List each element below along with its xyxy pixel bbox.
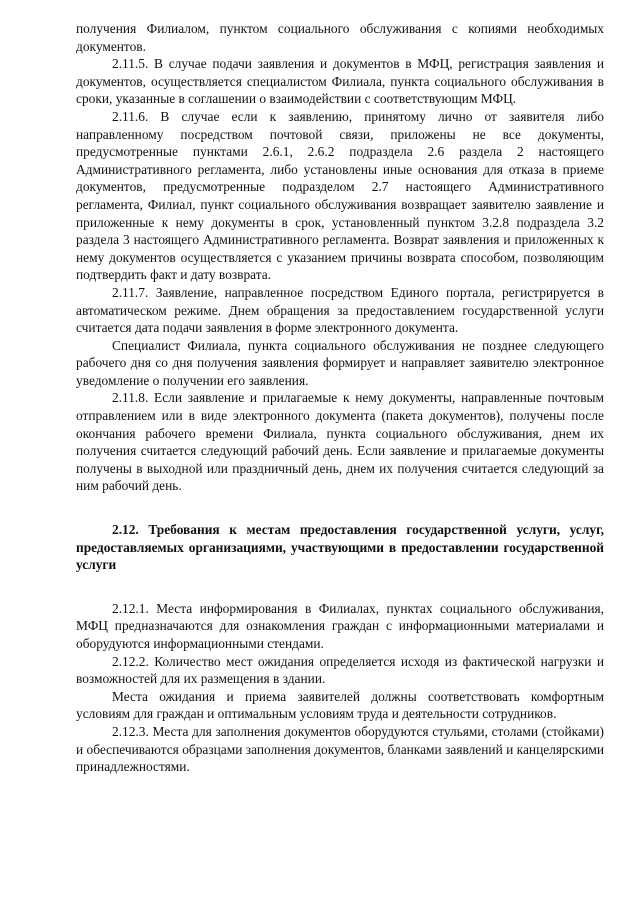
section-2-11-continued xyxy=(76,20,604,495)
paragraph-2-11-8: 2.11.8. Если заявление и прилагаемые к нему документы, направленные почтовым отправлением или в виде электронного документа (пакета документов), получены после окончания рабочего времени Филиала, пункта социального обслуживания, днем их получения считается следующий рабочий день. Если заявление и прилагаемые документы получены в выходной или праздничный день, днем их получения считается следующий за ним рабочий день. xyxy=(76,390,604,494)
document-page xyxy=(76,20,604,776)
paragraph-2-12-3: 2.12.3. Места для заполнения документов оборудуются стульями, столами (стойками) и обеспечиваются образцами заполнения документов, бланками заявлений и канцелярскими принадлежностями. xyxy=(76,723,604,775)
section-2-12 xyxy=(76,600,604,776)
paragraph-2-12-2-waiting: Места ожидания и приема заявителей должны соответствовать комфортным условиям для граждан и оптимальным условиям труда и деятельности сотрудников. xyxy=(76,688,604,722)
paragraph-2-11-6: 2.11.6. В случае если к заявлению, принятому лично от заявителя либо направленному посредством почтовой связи, приложены не все документы, предусмотренные пунктами 2.6.1, 2.6.2 подраздела 2.6 раздела 2 настоящего Административного регламента, либо установлены иные основания для отказа в приеме документов, предусмотренные подразделом 2.7 настоящего Административного регламента, Филиал, пункт социального обслуживания возвращает заявителю заявление и приложенные к нему документы в срок, установленный пунктом 3.2.8 подраздела 3.2 раздела 3 настоящего Административного регламента. Возврат заявления и приложенных к нему документов осуществляется с указанием причины возврата способом, позволяющим подтвердить факт и дату возврата. xyxy=(76,108,604,283)
paragraph-2-11-7-specialist: Специалист Филиала, пункта социального обслуживания не позднее следующего рабочего дня со дня получения заявления формирует и направляет заявителю электронное уведомление о получении его заявления. xyxy=(76,337,604,388)
paragraph-continuation: получения Филиалом, пунктом социального обслуживания с копиями необходимых документов. xyxy=(76,21,604,54)
paragraph-2-11-7: 2.11.7. Заявление, направленное посредством Единого портала, регистрируется в автоматическом режиме. Днем обращения за предоставлением государственной услуги считается дата подачи заявления в форме электронного документа. xyxy=(76,284,604,336)
paragraph-2-12-2: 2.12.2. Количество мест ожидания определяется исходя из фактической нагрузки и возможностей для их размещения в здании. xyxy=(76,653,604,687)
paragraph-2-11-5: 2.11.5. В случае подачи заявления и документов в МФЦ, регистрация заявления и документов, осуществляется специалистом Филиала, пункта социального обслуживания в сроки, указанные в соглашении о взаимодействии с соответствующим МФЦ. xyxy=(76,56,604,107)
section-heading-2-12: 2.12. Требования к местам предоставления государственной услуги, услуг, предоставляемых организациями, участвующими в предоставлении государственной услуги xyxy=(76,522,604,573)
paragraph-2-12-1: 2.12.1. Места информирования в Филиалах, пунктах социального обслуживания, МФЦ предназначаются для ознакомления граждан с информационными материалами и оборудуются информационными стендами. xyxy=(76,600,604,651)
